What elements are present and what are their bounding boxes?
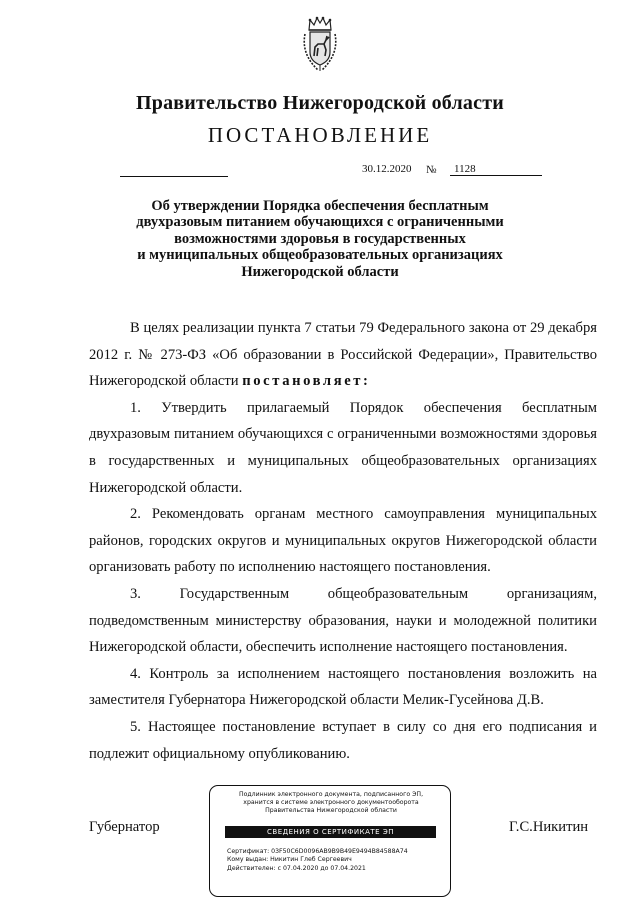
clause-3: 3. Государственным общеобразовательным организациям, подведомственным министерству образования, науки и молодежной политики Нижегородской области, обеспечить исполнение настоящего постановления. <box>89 585 597 656</box>
stamp-issued-to: Кому выдан: Никитин Глеб Сергеевич <box>227 856 352 864</box>
intro-paragraph <box>89 315 597 395</box>
document-title <box>110 198 530 280</box>
stamp-certificate: Сертификат: 03F50C6D0096AB9B9B49E9494B84588A74 <box>227 848 408 855</box>
title-line: и муниципальных общеобразовательных организациях <box>137 247 503 264</box>
stamp-valid: Действителен: с 07.04.2020 до 07.04.2021 <box>227 864 366 872</box>
document-date: 30.12.2020 <box>362 163 412 175</box>
intro-text: В целях реализации пункта 7 статьи 79 Федерального закона от 29 декабря 2012 г. № 273-ФЗ «Об образовании в Российской Федерации», Правительство Нижегородской области <box>89 320 597 390</box>
electronic-signature-stamp <box>209 785 451 897</box>
stamp-header <box>218 791 444 815</box>
organization-name: Правительство Нижегородской области <box>136 92 504 114</box>
document-number: 1128 <box>450 163 542 176</box>
document-body <box>89 315 597 767</box>
title-line: возможностями здоровья в государственных <box>174 230 466 247</box>
stamp-header-line: хранится в системе электронного документооборота <box>243 799 419 806</box>
resolves-keyword: постановляет: <box>242 373 371 390</box>
signatory-position: Губернатор <box>89 819 160 835</box>
clause-4: 4. Контроль за исполнением настоящего постановления возложить на заместителя Губернатора Нижегородской области Мелик-Гусейнова Д.В. <box>89 665 597 709</box>
clause-2: 2. Рекомендовать органам местного самоуправления муниципальных районов, городских округов и муниципальных округов Нижегородской области организовать работу по исполнению настоящего постановления. <box>89 506 597 576</box>
title-line: Об утверждении Порядка обеспечения бесплатным <box>151 198 489 214</box>
blank-date-line <box>120 176 228 177</box>
stamp-header-line: Подлинник электронного документа, подписанного ЭП, <box>238 791 424 798</box>
number-label: № <box>426 164 437 176</box>
title-line: двухразовым питанием обучающихся с ограниченными <box>136 214 504 231</box>
document-type: ПОСТАНОВЛЕНИЕ <box>207 123 433 147</box>
coat-of-arms-emblem <box>300 14 340 74</box>
stamp-details <box>227 848 447 873</box>
clause-1: 1. Утвердить прилагаемый Порядок обеспечения бесплатным двухразовым питанием обучающихся с ограниченными возможностями здоровья в государственных и муниципальных общеобразовательных организациях Нижегородской области. <box>89 399 597 496</box>
stamp-certificate-bar: СВЕДЕНИЯ О СЕРТИФИКАТЕ ЭП <box>225 826 436 838</box>
clause-5: 5. Настоящее постановление вступает в силу со дня его подписания и подлежит официальному опубликованию. <box>89 718 597 762</box>
title-line: Нижегородской области <box>241 263 399 280</box>
signatory-name: Г.С.Никитин <box>509 819 589 835</box>
stamp-header-line: Правительства Нижегородской области <box>265 807 397 814</box>
